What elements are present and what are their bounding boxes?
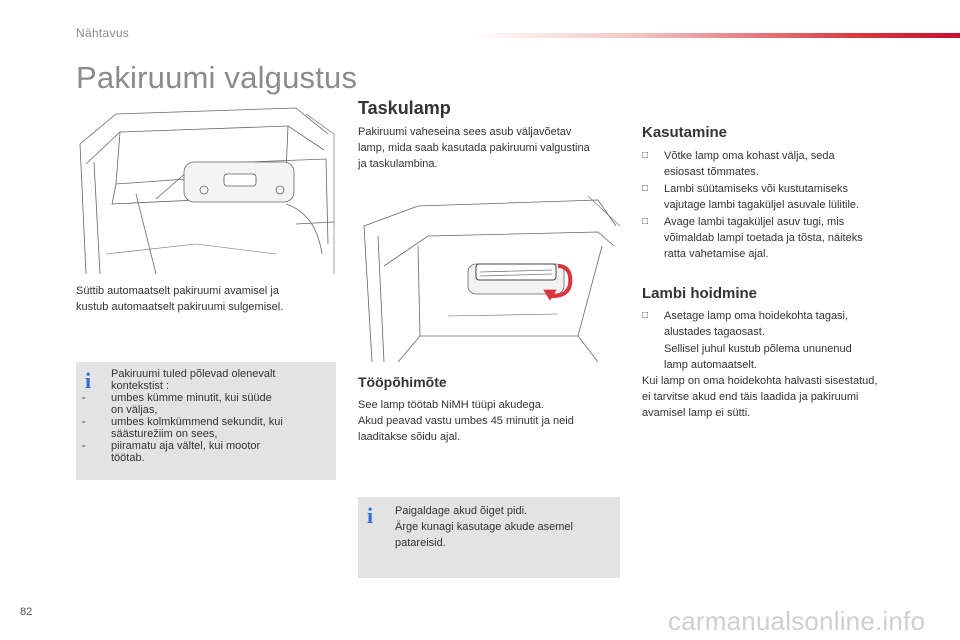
usage-heading: Kasutamine (642, 124, 728, 141)
usage-list (642, 148, 912, 263)
taskulamp-heading: Taskulamp (358, 98, 451, 118)
storage-content (642, 308, 912, 421)
page-title: Pakiruumi valgustus (76, 60, 358, 95)
duration-list (76, 392, 333, 464)
auto-light-text: Süttib automaatselt pakiruumi avamisel ja kustub automaatselt pakiruumi sulgemisel. (76, 285, 284, 313)
storage-text: Kui lamp on oma hoidekohta halvasti sisestatud, ei tarvitse akud end täis laadida ja pakiruumi avamisel lamp ei sütti. (642, 375, 878, 419)
list-item: - piiramatu aja vältel, kui mootor töötab. (82, 440, 261, 464)
info-note-content: Pakiruumi tuled põlevad olenevalt kontekstist : - umbes kümme minutit, kui süüde on väljas, - umbes kolmkümmend sekundit, kui säästurežiim on sees, - piiramatu aja vältel, kui mootor töötab. (111, 368, 333, 464)
info-icon: i (367, 503, 374, 528)
watermark: carmanualsonline.info (668, 606, 926, 636)
info-icon: i (85, 368, 92, 393)
list-item: □ Võtke lamp oma kohast välja, seda esiosast tõmmates. (642, 150, 835, 178)
info-note-batteries (358, 497, 620, 578)
list-item: □ Asetage lamp oma hoidekohta tagasi, alustades tagaosast. (642, 310, 849, 338)
list-item: - umbes kolmkümmend sekundit, kui säästurežiim on sees, (82, 416, 283, 440)
list-item: - umbes kümme minutit, kui süüde on väljas, (82, 392, 272, 416)
principle-text: See lamp töötab NiMH tüüpi akudega. Akud peavad vastu umbes 45 minutit ja neid laaditakse sõidu ajal. (358, 399, 574, 443)
storage-subnote: Sellisel juhul kustub põlema ununenud lamp automaatselt. (664, 343, 852, 371)
page-number: 82 (20, 606, 33, 618)
trunk-ceiling-light-illustration (76, 104, 336, 274)
removable-lamp-illustration (358, 186, 620, 362)
list-item: □ Avage lambi tagaküljel asuv tugi, mis võimaldab lampi toetada ja tõsta, näiteks ratta vahetamise ajal. (642, 216, 863, 260)
section-title: Nähtavus (76, 26, 130, 40)
storage-heading: Lambi hoidmine (642, 285, 758, 302)
info-note-content: Paigaldage akud õiget pidi. Ärge kunagi kasutage akude asemel patareisid. (395, 505, 573, 549)
list-item: □ Lambi süütamiseks või kustutamiseks vajutage lambi tagaküljel asuvale lülitile. (642, 183, 860, 211)
taskulamp-intro: Pakiruumi vaheseina sees asub väljavõetav lamp, mida saab kasutada pakiruumi valgustina ja taskulambina. (358, 126, 590, 170)
header-accent-bar (470, 33, 960, 38)
info-note-lights (76, 362, 336, 480)
principle-heading: Tööpõhimõte (358, 374, 447, 390)
